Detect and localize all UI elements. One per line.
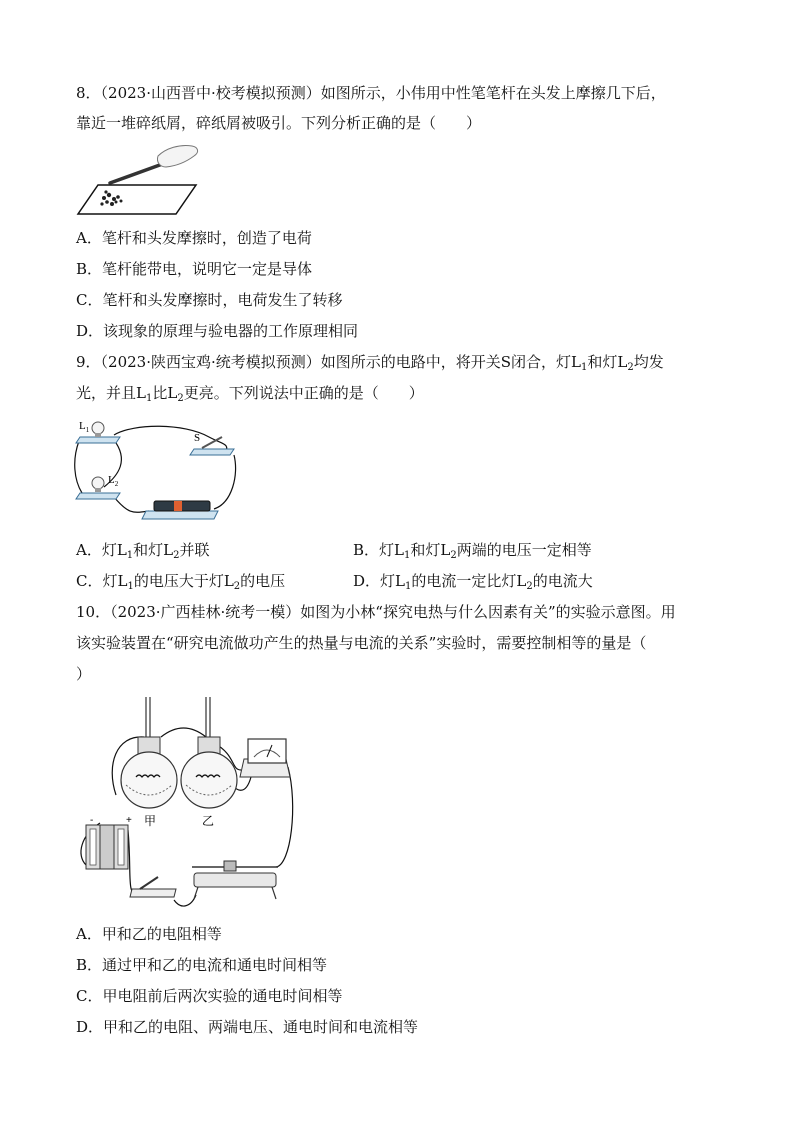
label-minus: -	[90, 815, 94, 826]
q8-option-d: D．该现象的原理与验电器的工作原理相同	[76, 322, 359, 340]
bulb-l2-icon	[92, 477, 104, 489]
paper-sheet	[78, 185, 196, 214]
q9-option-a: A．灯$L_1$和灯$L_2$并联	[76, 541, 210, 561]
flask-yi-icon	[181, 752, 237, 808]
q10-option-d: D．甲和乙的电阻、两端电压、通电时间和电流相等	[76, 1018, 419, 1036]
q10-stem-line-2: 该实验装置在“研究电流做功产生的热量与电流的关系”实验时，需要控制相等的量是（	[76, 634, 647, 652]
ammeter-icon	[248, 739, 286, 763]
flask-jia-icon	[121, 752, 177, 808]
q9-option-c: C．灯$L_1$的电压大于灯$L_2$的电压	[76, 572, 286, 592]
wire-left	[75, 441, 82, 493]
wire-right	[214, 455, 236, 509]
q10-option-b: B．通过甲和乙的电流和通电时间相等	[76, 956, 328, 974]
q9-stem-line-2: 光，并且$L_1$比$L_2$更亮。下列说法中正确的是（ ）	[76, 384, 424, 404]
lamp-l1-base	[76, 437, 120, 443]
label-plus: +	[126, 815, 132, 826]
lamp-l2-base	[76, 493, 120, 499]
q8-stem-line-2: 靠近一堆碎纸屑，碎纸屑被吸引。下列分析正确的是（ ）	[76, 114, 482, 132]
q9-option-d: D．灯$L_1$的电流一定比灯$L_2$的电流大	[353, 572, 593, 592]
battery-pack-icon	[86, 825, 128, 869]
q8-option-b: B．笔杆能带电，说明它一定是导体	[76, 260, 313, 278]
q8-stem-line-1: 8．（2023·山西晋中·校考模拟预测）如图所示，小伟用中性笔笔杆在头发上摩擦几下后，	[76, 84, 666, 102]
label-l2: $L_2$	[108, 474, 119, 488]
hand-icon	[157, 145, 197, 167]
label-yi: 乙	[202, 814, 215, 828]
pen-barrel	[110, 162, 168, 183]
rheostat-icon	[192, 861, 278, 899]
wire-bottom-left	[114, 497, 149, 512]
q9-option-b: B．灯$L_1$和灯$L_2$两端的电压一定相等	[353, 541, 592, 561]
bulb-l1-icon	[92, 422, 104, 434]
q9-stem-line-1: 9．（2023·陕西宝鸡·统考模拟预测）如图所示的电路中，将开关S闭合，灯$L_1$和灯$L_2$均发	[76, 353, 664, 373]
switch-base	[190, 449, 234, 455]
q9-circuit-figure	[74, 415, 244, 527]
q8-option-c: C．笔杆和头发摩擦时，电荷发生了转移	[76, 291, 343, 309]
label-s: S	[194, 432, 201, 444]
label-jia: 甲	[144, 814, 157, 828]
q10-apparatus-figure	[76, 695, 296, 915]
q8-option-a: A．笔杆和头发摩擦时，创造了电荷	[76, 229, 312, 247]
q10-option-c: C．甲电阻前后两次实验的通电时间相等	[76, 987, 343, 1005]
q10-option-a: A．甲和乙的电阻相等	[76, 925, 222, 943]
switch-base	[130, 889, 176, 897]
switch-lever-icon	[140, 877, 158, 889]
q10-stem-line-3: ）	[76, 665, 92, 683]
battery-base	[142, 511, 218, 519]
q10-stem-line-1: 10．（2023·广西桂林·统考一模）如图为小林“探究电热与什么因素有关”的实验示意图。用	[76, 603, 676, 621]
label-l1: $L_1$	[79, 420, 90, 434]
q8-figure-pen-paper	[76, 140, 206, 220]
